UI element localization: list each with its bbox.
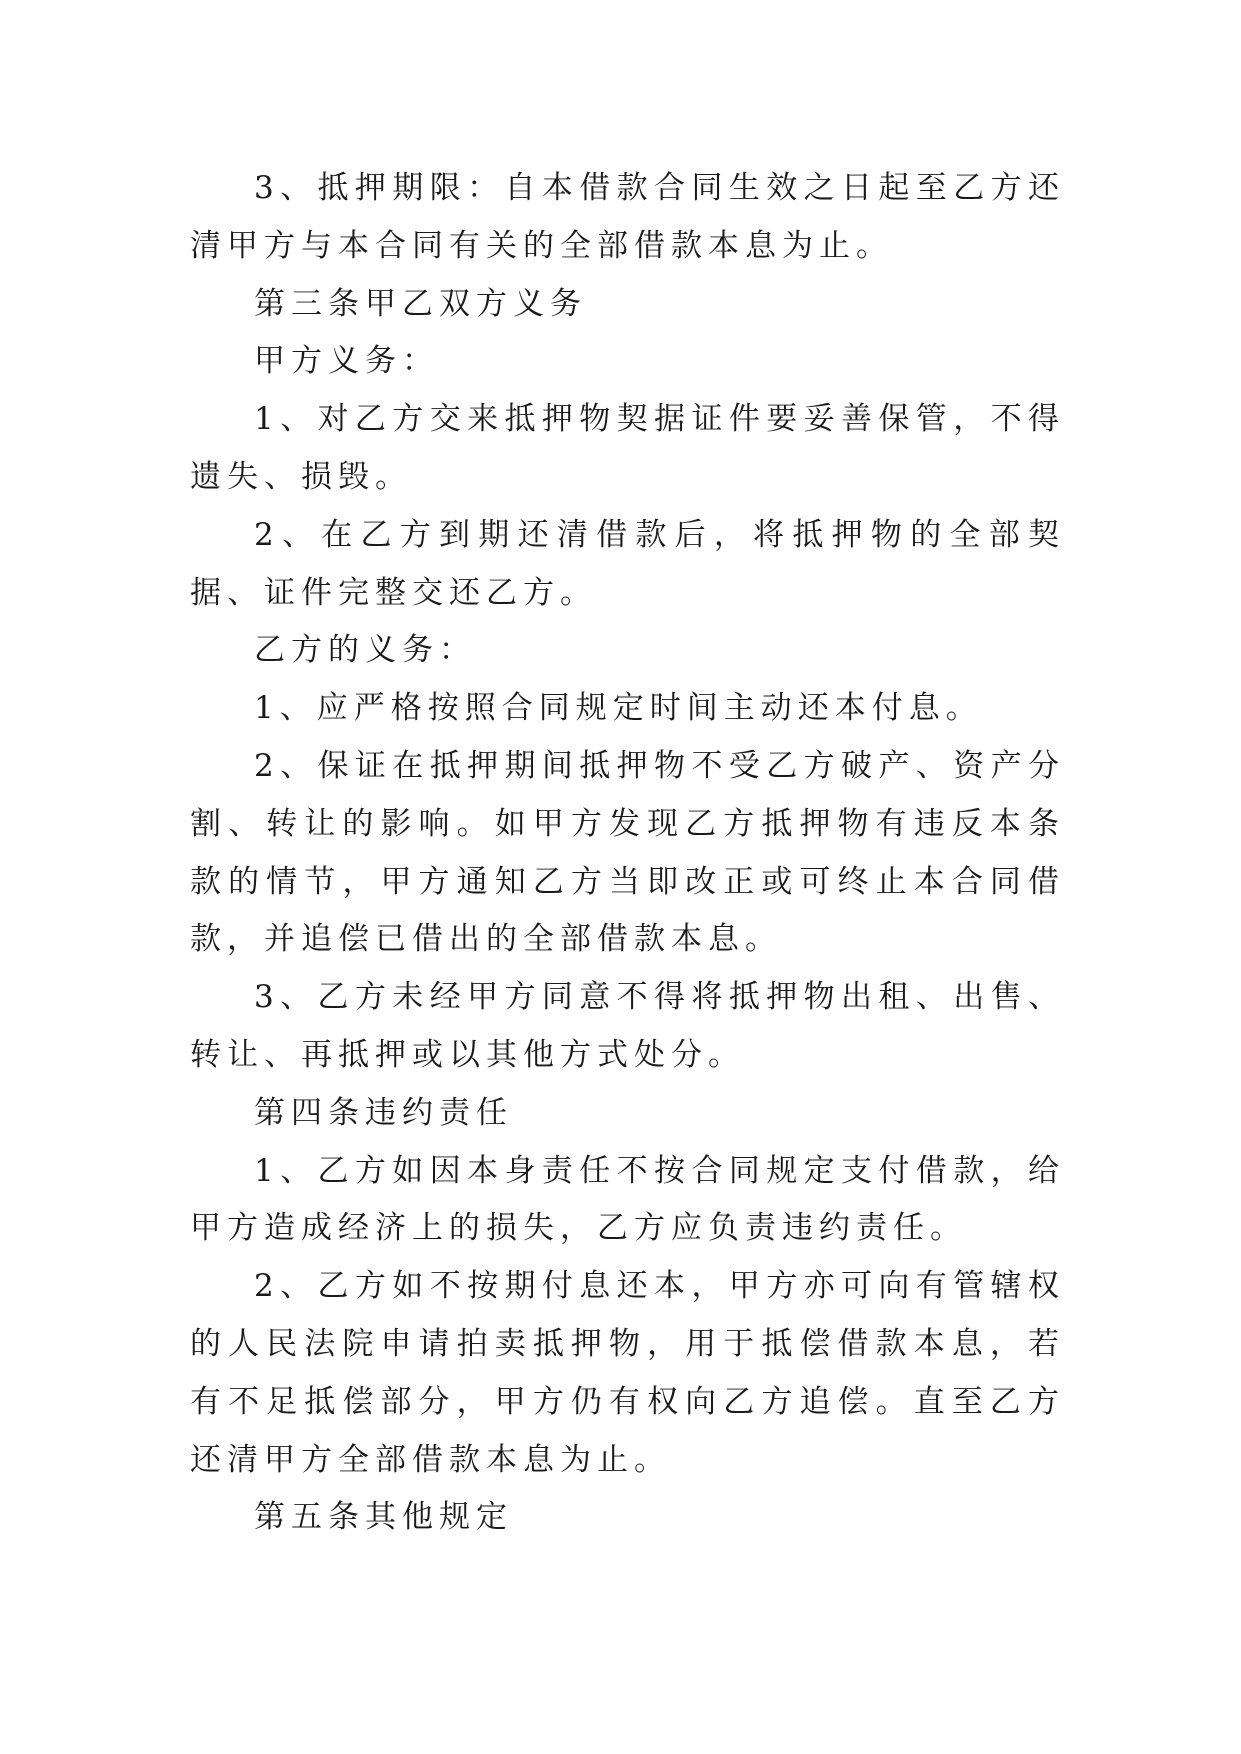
heading-article-4: 第四条违约责任 bbox=[254, 1094, 513, 1131]
paragraph-party-b-obligation-2: 2、保证在抵押期间抵押物不受乙方破产、资产分割、转让的影响。如甲方发现乙方抵押物有违反本条款的情节，甲方通知乙方当即改正或可终止本合同借款，并追偿已借出的全部借款本息。 bbox=[190, 747, 1065, 958]
paragraph-liability-1: 1、乙方如因本身责任不按合同规定支付借款，给甲方造成经济上的损失，乙方应负责违约责任。 bbox=[190, 1152, 1065, 1247]
paragraph-party-a-obligation-1: 1、对乙方交来抵押物契据证件要妥善保管，不得遗失、损毁。 bbox=[190, 401, 1065, 495]
paragraph-mortgage-term: 3、抵押期限：自本借款合同生效之日起至乙方还清甲方与本合同有关的全部借款本息为止。 bbox=[190, 170, 1065, 264]
document-body bbox=[190, 160, 1065, 1547]
paragraph-party-b-obligation-1: 1、应严格按照合同规定时间主动还本付息。 bbox=[254, 690, 983, 727]
heading-article-5: 第五条其他规定 bbox=[254, 1499, 513, 1536]
paragraph-party-b-obligation-3: 3、乙方未经甲方同意不得将抵押物出租、出售、转让、再抵押或以其他方式处分。 bbox=[190, 979, 1065, 1073]
heading-party-b-obligations: 乙方的义务： bbox=[254, 632, 476, 669]
paragraph-party-a-obligation-2: 2、在乙方到期还清借款后，将抵押物的全部契据、证件完整交还乙方。 bbox=[190, 516, 1065, 611]
heading-party-a-obligations: 甲方义务： bbox=[254, 343, 439, 380]
heading-article-3: 第三条甲乙双方义务 bbox=[254, 285, 587, 322]
paragraph-liability-2: 2、乙方如不按期付息还本，甲方亦可向有管辖权的人民法院申请拍卖抵押物，用于抵偿借款本息，若有不足抵偿部分，甲方仍有权向乙方追偿。直至乙方还清甲方全部借款本息为止。 bbox=[190, 1268, 1065, 1478]
